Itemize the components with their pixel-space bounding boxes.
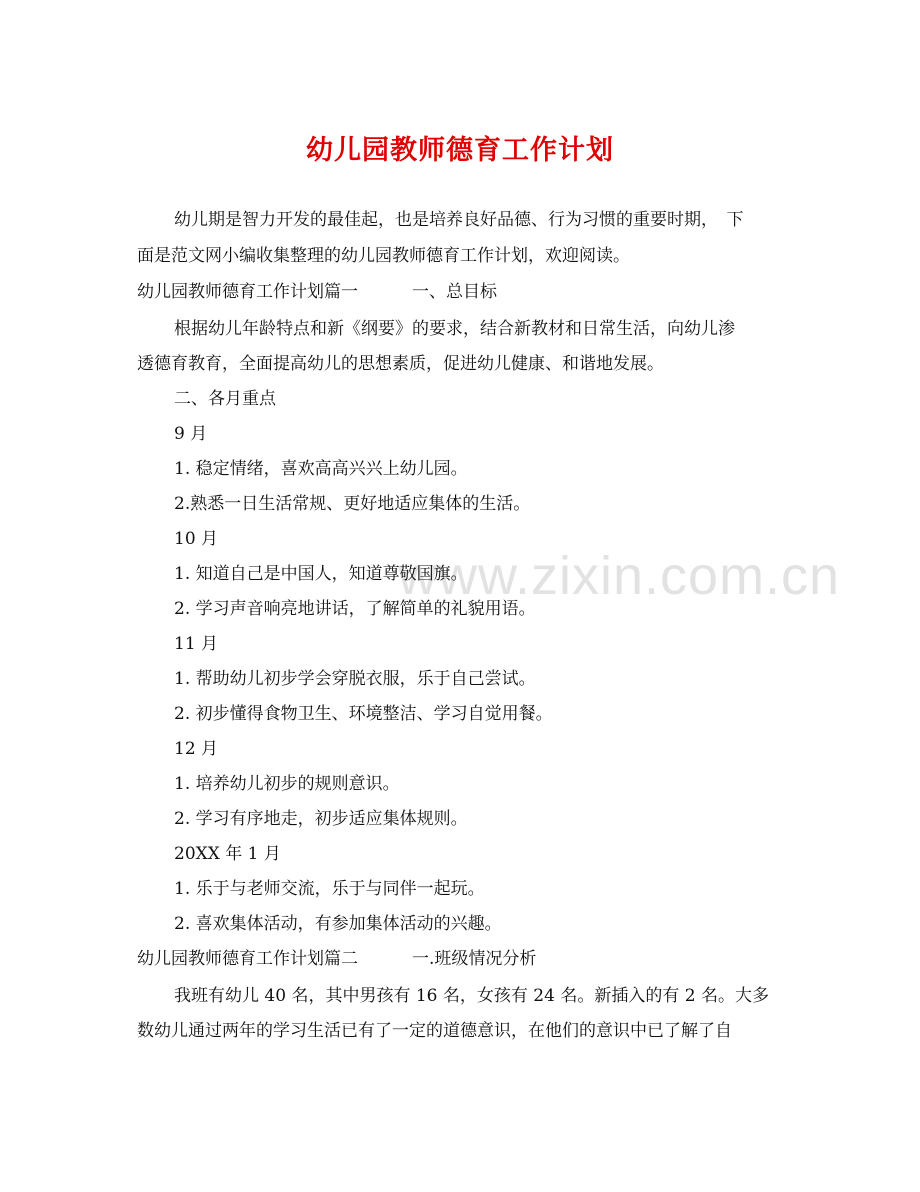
monthly-heading: 二、各月重点 bbox=[174, 389, 276, 409]
month-item: 1. 培养幼儿初步的规则意识。 bbox=[174, 774, 400, 794]
goal-line-1: 根据幼儿年龄特点和新《纲要》的要求，结合新教材和日常生活，向幼儿渗 bbox=[174, 319, 735, 339]
part2-heading bbox=[137, 947, 536, 971]
document-title: 幼儿园教师德育工作计划 bbox=[306, 135, 614, 166]
month-item: 1. 乐于与老师交流，乐于与同伴一起玩。 bbox=[174, 879, 485, 899]
month-item: 1. 帮助幼儿初步学会穿脱衣服，乐于自己尝试。 bbox=[174, 669, 536, 689]
month-item: 1. 知道自己是中国人，知道尊敬国旗。 bbox=[174, 564, 468, 584]
part1-heading bbox=[137, 280, 497, 304]
month-label: 20XX 年 1 月 bbox=[174, 844, 281, 864]
month-item: 1. 稳定情绪，喜欢高高兴兴上幼儿园。 bbox=[174, 459, 468, 479]
month-label: 12 月 bbox=[174, 739, 219, 759]
month-label: 10 月 bbox=[174, 529, 219, 549]
part1-heading-title: 幼儿园教师德育工作计划篇一 bbox=[137, 282, 358, 302]
class-analysis-line-2: 数幼儿通过两年的学习生活已有了一定的道德意识，在他们的意识中已了解了自 bbox=[137, 1021, 732, 1041]
month-item: 2. 学习有序地走，初步适应集体规则。 bbox=[174, 809, 468, 829]
goal-line-2: 透德育教育，全面提高幼儿的思想素质，促进幼儿健康、和谐地发展。 bbox=[137, 354, 664, 374]
month-item: 2. 喜欢集体活动，有参加集体活动的兴趣。 bbox=[174, 914, 502, 934]
intro-line-2: 面是范文网小编收集整理的幼儿园教师德育工作计划，欢迎阅读。 bbox=[137, 246, 630, 266]
month-label: 11 月 bbox=[174, 634, 219, 654]
class-analysis-line-1: 我班有幼儿 40 名，其中男孩有 16 名，女孩有 24 名。新插入的有 2 名。大多 bbox=[174, 986, 769, 1006]
month-item: 2.熟悉一日生活常规、更好地适应集体的生活。 bbox=[174, 494, 531, 514]
part2-heading-title: 幼儿园教师德育工作计划篇二 bbox=[137, 949, 358, 969]
month-label: 9 月 bbox=[174, 424, 208, 444]
watermark: www.zixin.com.cn bbox=[398, 546, 841, 606]
part2-heading-section: 一.班级情况分析 bbox=[412, 949, 537, 969]
month-item: 2. 初步懂得食物卫生、环境整洁、学习自觉用餐。 bbox=[174, 704, 553, 724]
month-item: 2. 学习声音响亮地讲话，了解简单的礼貌用语。 bbox=[174, 599, 536, 619]
part1-heading-section: 一、总目标 bbox=[412, 282, 497, 302]
intro-line-1: 幼儿期是智力开发的最佳起，也是培养良好品德、行为习惯的重要时期， 下 bbox=[174, 210, 744, 230]
